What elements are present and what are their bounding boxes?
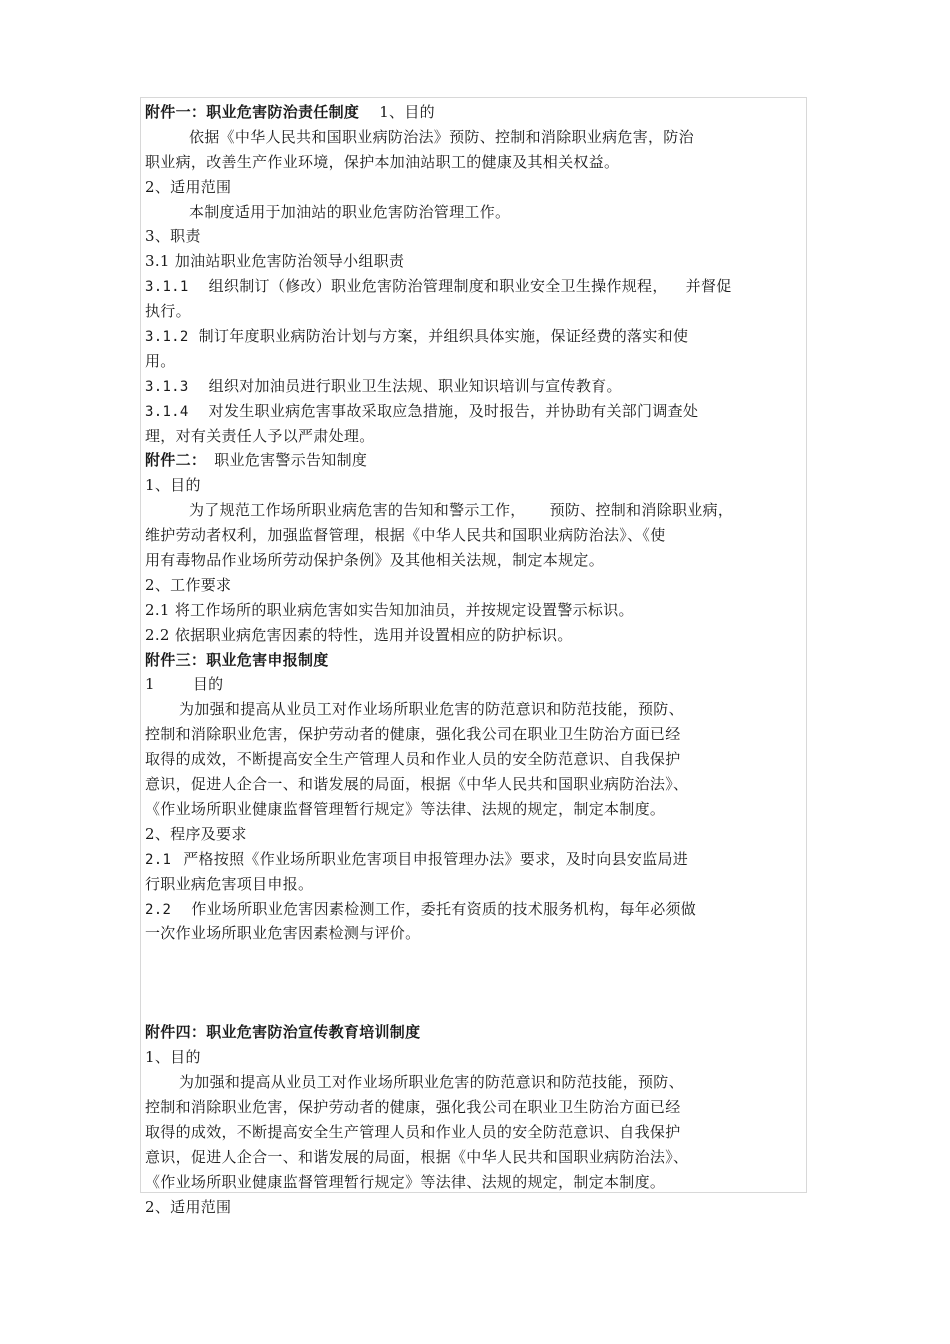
- item-text: 作业场所职业危害因素检测工作，委托有资质的技术服务机构，每年必须做: [191, 899, 697, 918]
- paragraph: 行职业病危害项目申报。: [145, 874, 314, 893]
- section-heading: 2、适用范围: [145, 1197, 232, 1216]
- document-body: [145, 100, 810, 1219]
- list-item: [145, 374, 810, 399]
- paragraph: 控制和消除职业危害，保护劳动者的健康，强化我公司在职业卫生防治方面已经: [145, 1097, 681, 1116]
- list-item: [145, 847, 810, 872]
- spacer: [145, 946, 810, 996]
- item-text: 组织制订（修改）职业危害防治管理制度和职业安全卫生操作规程，: [208, 277, 668, 296]
- paragraph: 一次作业场所职业危害因素检测与评价。: [145, 924, 421, 943]
- paragraph: 维护劳动者权利，加强监督管理，根据《中华人民共和国职业病防治法》、《使: [145, 526, 666, 545]
- paragraph: 控制和消除职业危害，保护劳动者的健康，强化我公司在职业卫生防治方面已经: [145, 725, 681, 744]
- paragraph: 用有毒物品作业场所劳动保护条例》及其他相关法规，制定本规定。: [145, 551, 605, 570]
- paragraph: 执行。: [145, 302, 191, 321]
- section-heading: 1、目的: [145, 476, 201, 495]
- list-item: [145, 399, 810, 424]
- item-number: 2.1: [145, 851, 172, 868]
- item-text: 制订年度职业病防治计划与方案，并组织具体实施，保证经费的落实和使: [198, 327, 689, 346]
- attachment-4-title: 附件四：职业危害防治宣传教育培训制度: [145, 1023, 421, 1042]
- paragraph: 本制度适用于加油站的职业危害防治管理工作。: [189, 202, 511, 221]
- attachment-1-header: [145, 100, 810, 125]
- attachment-3-title: 附件三：职业危害申报制度: [145, 650, 329, 669]
- paragraph: 取得的成效，不断提高安全生产管理人员和作业人员的安全防范意识、自我保护: [145, 750, 681, 769]
- item-number: 3.1.3: [145, 378, 189, 395]
- spacer: [145, 996, 810, 1020]
- section-heading: 2、程序及要求: [145, 824, 247, 843]
- section-title: 目的: [192, 675, 224, 694]
- paragraph: 取得的成效，不断提高安全生产管理人员和作业人员的安全防范意识、自我保护: [145, 1122, 681, 1141]
- item-number: 2.2: [145, 901, 172, 918]
- item-text: 并督促: [685, 277, 732, 296]
- paragraph: 为加强和提高从业员工对作业场所职业危害的防范意识和防范技能，预防、: [179, 1073, 684, 1092]
- section-heading: 3、职责: [145, 227, 201, 246]
- item-text: 组织对加油员进行职业卫生法规、职业知识培训与宣传教育。: [208, 376, 622, 395]
- attachment-1-purpose-heading: 1、目的: [379, 103, 435, 121]
- list-item: 2.2 依据职业病危害因素的特性，选用并设置相应的防护标识。: [145, 625, 573, 644]
- paragraph: 职业病，改善生产作业环境，保护本加油站职工的健康及其相关权益。: [145, 152, 620, 171]
- section-heading: 2、适用范围: [145, 177, 232, 196]
- subsection-heading: 3.1 加油站职业危害防治领导小组职责: [145, 252, 405, 271]
- item-text: 严格按照《作业场所职业危害项目申报管理办法》要求，及时向县安监局进: [183, 849, 689, 868]
- list-item: [145, 897, 810, 922]
- attachment-2-header: [145, 448, 810, 473]
- section-heading: 1、目的: [145, 1048, 201, 1067]
- paragraph: 《作业场所职业健康监督管理暂行规定》等法律、法规的规定，制定本制度。: [145, 1172, 666, 1191]
- section-number: 1: [145, 675, 155, 694]
- section-heading: 2、工作要求: [145, 575, 232, 594]
- paragraph: 《作业场所职业健康监督管理暂行规定》等法律、法规的规定，制定本制度。: [145, 799, 666, 818]
- list-item: [145, 274, 810, 299]
- section-heading: [145, 672, 810, 697]
- item-number: 3.1.2: [145, 329, 189, 346]
- item-number: 3.1.1: [145, 279, 189, 296]
- attachment-1-title: 附件一：职业危害防治责任制度: [145, 103, 360, 121]
- paragraph: 意识，促进人企合一、和谐发展的局面，根据《中华人民共和国职业病防治法》、: [145, 775, 689, 794]
- attachment-2-title: 职业危害警示告知制度: [214, 451, 368, 470]
- paragraph: [145, 498, 810, 523]
- paragraph: 依据《中华人民共和国职业病防治法》预防、控制和消除职业病危害，防治: [189, 127, 694, 146]
- item-number: 3.1.4: [145, 403, 189, 420]
- list-item: [145, 324, 810, 349]
- paragraph: 用。: [145, 351, 176, 370]
- paragraph: 意识，促进人企合一、和谐发展的局面，根据《中华人民共和国职业病防治法》、: [145, 1147, 689, 1166]
- paragraph: 为加强和提高从业员工对作业场所职业危害的防范意识和防范技能，预防、: [179, 700, 684, 719]
- paragraph-text: 为了规范工作场所职业病危害的告知和警示工作，: [189, 501, 526, 520]
- paragraph: 理，对有关责任人予以严肃处理。: [145, 426, 375, 445]
- attachment-2-label: 附件二：: [145, 451, 207, 470]
- list-item: 2.1 将工作场所的职业病危害如实告知加油员，并按规定设置警示标识。: [145, 600, 634, 619]
- item-text: 对发生职业病危害事故采取应急措施，及时报告，并协助有关部门调查处: [208, 401, 699, 420]
- paragraph-text: 预防、控制和消除职业病，: [549, 501, 734, 520]
